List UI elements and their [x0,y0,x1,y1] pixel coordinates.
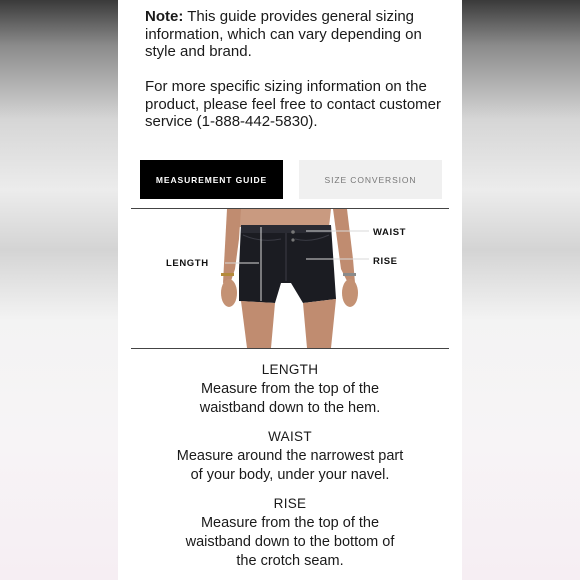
section-waist-title: WAIST [268,429,312,444]
note-text: This guide provides general sizing information, which can vary depending on style and brand. [145,8,422,60]
description-line: of your body, under your navel. [190,467,390,483]
section-rise-description [118,514,462,571]
figure-label-length: LENGTH [166,258,209,269]
description-line: Measure from the top of the [200,381,380,397]
tab-size-conversion[interactable]: SIZE CONVERSION [299,160,442,199]
background-blur-left [0,0,118,580]
section-length [118,361,462,418]
section-waist-description [118,447,462,485]
section-rise [118,495,462,571]
shorts-measurement-figure [131,209,449,348]
tab-measurement-guide[interactable]: MEASUREMENT GUIDE [140,160,283,199]
size-guide-panel [118,0,462,580]
description-line: Measure from the top of the [200,515,380,531]
description-line: waistband down to the hem. [199,400,381,416]
divider-bottom [131,348,449,349]
note-label: Note: [145,8,184,25]
description-line: the crotch seam. [236,553,344,569]
section-waist [118,428,462,485]
section-length-description [118,380,462,418]
description-line: Measure around the narrowest part [176,448,404,464]
description-line: waistband down to the bottom of [185,534,395,550]
figure-label-waist: WAIST [373,227,407,238]
figure-label-rise: RISE [373,256,398,267]
sizing-note [145,8,445,61]
background-blur-right [462,0,580,580]
section-rise-title: RISE [273,496,307,511]
contact-info: For more specific sizing information on the product, please feel free to contact customer service (1-888-442-5830). [145,78,441,130]
section-length-title: LENGTH [261,362,319,377]
